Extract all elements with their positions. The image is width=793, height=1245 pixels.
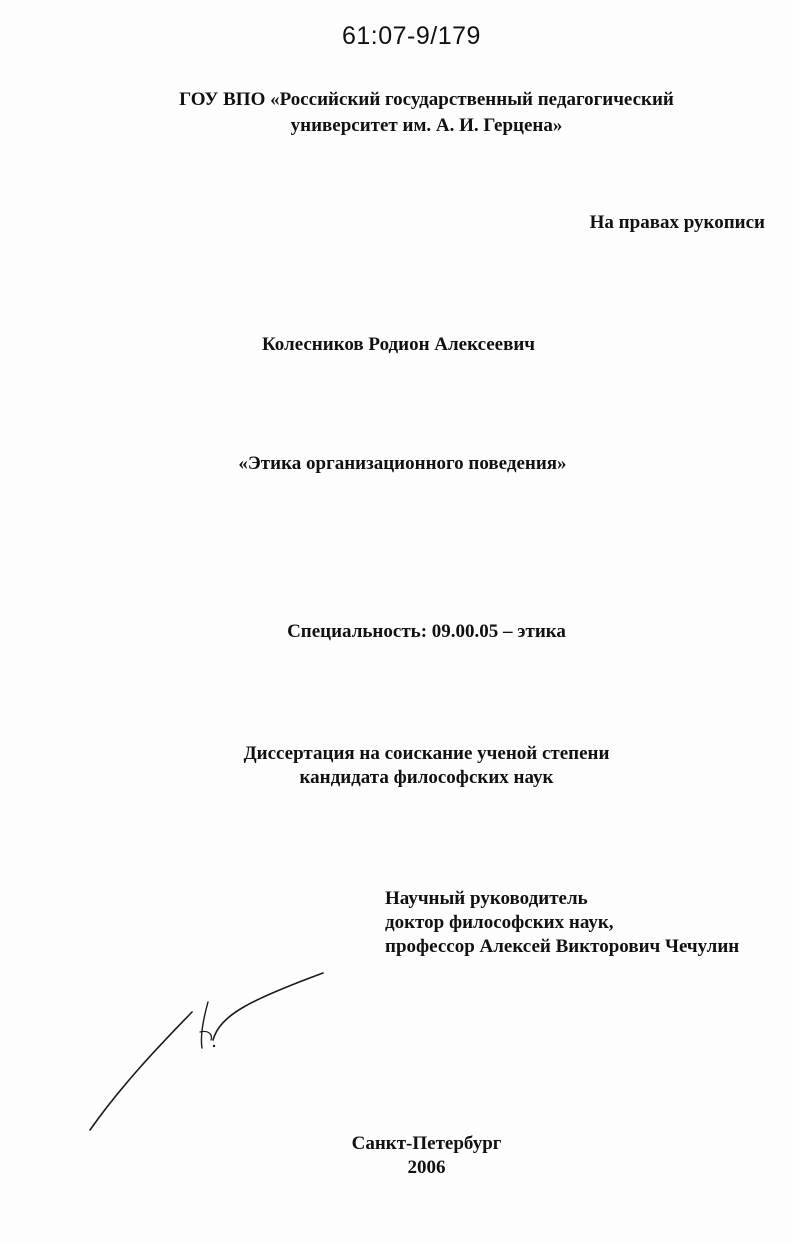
dissertation-title: «Этика организационного поведения» xyxy=(238,453,567,474)
advisor-line-1: Научный руководитель xyxy=(385,888,588,909)
institution-line-2: университет им. А. И. Герцена» xyxy=(290,115,563,136)
advisor-line-2: доктор философских наук, xyxy=(385,912,614,933)
advisor-line-3: профессор Алексей Викторович Чечулин xyxy=(385,936,740,957)
degree-line-2: кандидата философских наук xyxy=(299,767,554,788)
rights-note: На правах рукописи xyxy=(589,212,765,233)
specialty: Специальность: 09.00.05 – этика xyxy=(287,621,566,642)
city-year xyxy=(30,1132,793,1180)
institution-line-1: ГОУ ВПО «Российский государственный педагогический xyxy=(179,89,674,110)
institution-name xyxy=(30,88,793,140)
degree-line-1: Диссертация на соискание ученой степени xyxy=(243,743,610,764)
catalog-number: 61:07-9/179 xyxy=(342,22,481,50)
scientific-advisor xyxy=(385,887,739,959)
year: 2006 xyxy=(407,1157,446,1178)
city: Санкт-Петербург xyxy=(351,1133,502,1154)
author-name: Колесников Родион Алексеевич xyxy=(261,334,536,355)
dissertation-degree xyxy=(30,742,793,790)
handwritten-signature xyxy=(80,960,340,1140)
